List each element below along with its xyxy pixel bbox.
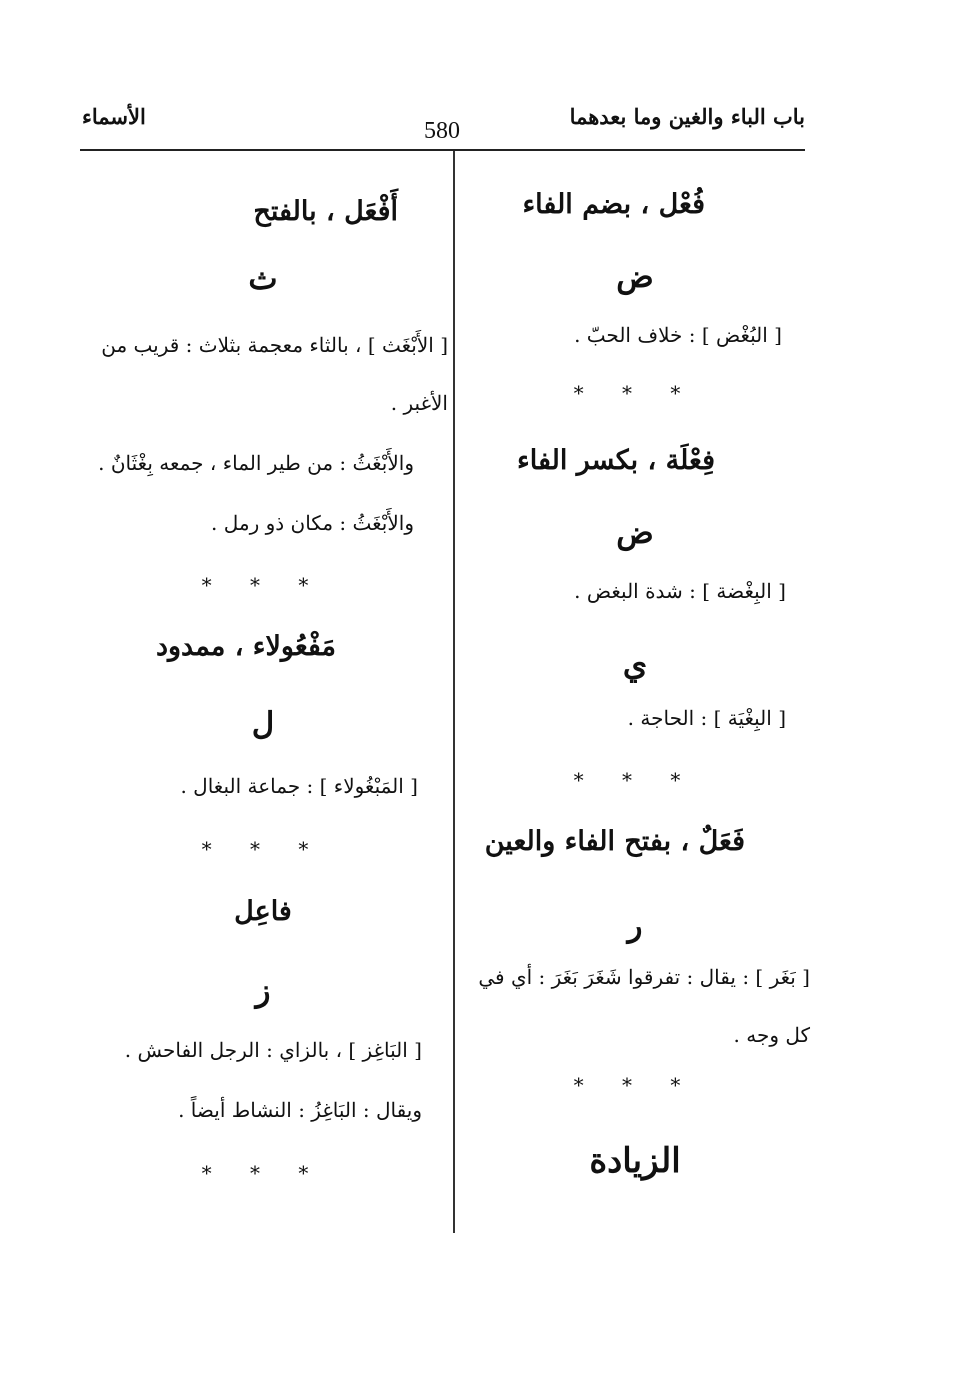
dictionary-entry: [ البِغْضة ] : شدة البغض . bbox=[574, 579, 786, 603]
pattern-heading: فُعْل ، بضم الفاء bbox=[522, 189, 705, 220]
dictionary-entry: [ البِغْيَة ] : الحاجة . bbox=[627, 706, 786, 730]
running-header-left: الأسماء bbox=[82, 104, 146, 129]
pattern-heading: فاعِل bbox=[234, 896, 292, 927]
section-separator: * * * bbox=[573, 768, 697, 792]
section-title: الزيادة bbox=[589, 1141, 681, 1181]
root-letter: ر bbox=[627, 908, 643, 944]
pattern-heading: مَفْعُولاء ، ممدود bbox=[155, 631, 336, 662]
dictionary-entry: [ البُغْض ] : خلاف الحبّ . bbox=[574, 323, 782, 347]
dictionary-entry: [ بَغَر ] : يقال : تفرقوا شَغَرَ بَغَرَ : أي في كل وجه . bbox=[478, 965, 810, 1047]
dictionary-entry: والأَبْغَثُ : مكان ذو رمل . bbox=[211, 511, 414, 535]
pattern-heading: فِعْلَة ، بكسر الفاء bbox=[517, 445, 715, 476]
root-letter: ز bbox=[255, 973, 271, 1009]
column-divider bbox=[453, 151, 455, 1233]
dictionary-entry: ويقال : البَاغِزُ : النشاط أيضاً . bbox=[178, 1098, 422, 1122]
section-separator: * * * bbox=[201, 837, 325, 861]
root-letter: ث bbox=[248, 261, 278, 297]
pattern-heading: فَعَلٌ ، بفتح الفاء والعين bbox=[484, 826, 745, 857]
running-header-right: باب الباء والغين وما بعدهما bbox=[569, 104, 805, 129]
root-letter: ل bbox=[251, 706, 275, 742]
root-letter: ي bbox=[622, 647, 648, 683]
dictionary-entry: [ الأَبْغَث ] ، بالثاء معجمة بثلاث : قريب من الأغبر . bbox=[101, 333, 448, 415]
section-separator: * * * bbox=[573, 1073, 697, 1097]
section-separator: * * * bbox=[201, 1161, 325, 1185]
header-rule bbox=[80, 149, 805, 151]
dictionary-entry: [ البَاغِز ] ، بالزاي : الرجل الفاحش . bbox=[124, 1038, 422, 1062]
pattern-heading: أَفْعَل ، بالفتح bbox=[253, 196, 398, 227]
root-letter: ض bbox=[616, 515, 654, 551]
section-separator: * * * bbox=[201, 573, 325, 597]
root-letter: ض bbox=[616, 259, 654, 295]
page-number: 580 bbox=[424, 118, 460, 144]
dictionary-entry: والأَبْغَثُ : من طير الماء ، جمعه بِغْثَانٌ . bbox=[98, 451, 414, 475]
section-separator: * * * bbox=[573, 381, 697, 405]
dictionary-entry: [ المَبْغُولاء ] : جماعة البغال . bbox=[180, 774, 418, 798]
